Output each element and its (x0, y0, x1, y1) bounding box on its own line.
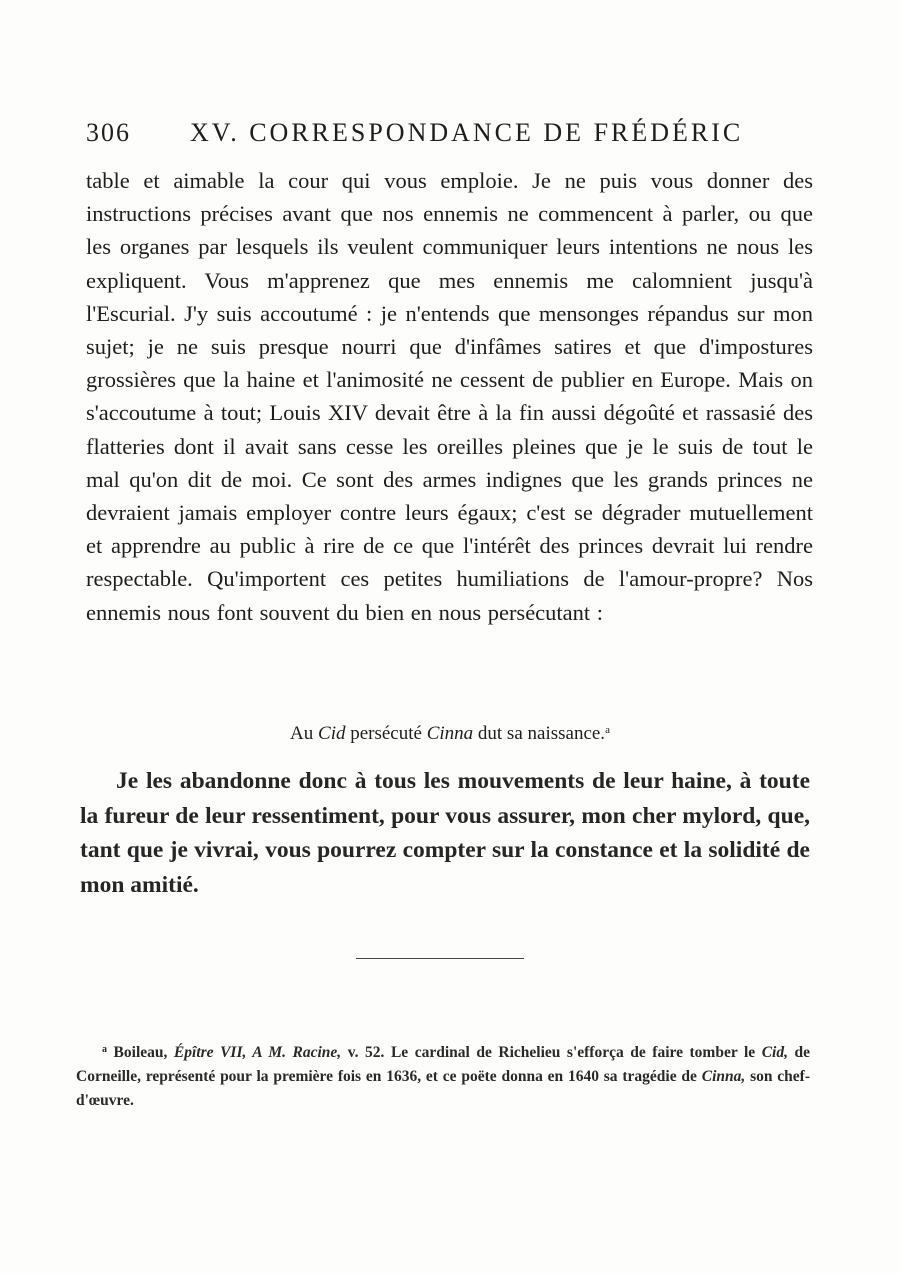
verse-quotation (0, 715, 900, 749)
running-title: XV. CORRESPONDANCE DE FRÉDÉRIC (190, 118, 744, 147)
verse-suffix: dut sa naissance. (473, 723, 606, 744)
footnote-marker: a (102, 1044, 107, 1055)
footnote-reference-marker: a (605, 724, 610, 736)
closing-text (80, 764, 810, 902)
footnote-author: Boileau, (113, 1044, 174, 1061)
verse-work-cinna: Cinna (426, 723, 474, 744)
main-text (86, 164, 813, 629)
footnote-ref: v. 52. Le cardinal de Richelieu s'efforça de faire tomber le (341, 1044, 762, 1061)
footnote-mid: de Corneille, représenté pour la première fois en 1636, et ce poëte donna en 1640 sa tragédie de (76, 1044, 811, 1085)
footnote-cinna: Cinna, (701, 1068, 746, 1085)
body-paragraph: table et aimable la cour qui vous emploie. Je ne puis vous donner des instructions précises avant que nos ennemis ne commencent à parler, ou que les organes par lesquels ils veulent communiquer leurs intentions ne nous les expliquent. Vous m'apprenez que mes ennemis me calomnient jusqu'à l'Escurial. J'y suis accoutumé : je n'entends que mensonges répandus sur mon sujet; je ne suis presque nourri que d'infâmes satires et que d'impostures grossières que la haine et l'animosité ne cessent de publier en Europe. Mais on s'accoutume à tout; Louis XIV devait être à la fin aussi dégoûté et rassasié des flatteries dont il avait sans cesse les oreilles pleines que je le suis de tout le mal qu'on dit de moi. Ce sont des armes indignes que les grands princes ne devraient jamais employer contre leurs égaux; c'est se dégrader mutuellement et apprendre au public à rire de ce que l'intérêt des princes devrait lui rendre respectable. Qu'importent ces petites humiliations de l'amour-propre? Nos ennemis nous font souvent du bien en nous persécutant : (86, 168, 813, 625)
footnote-work: Épître VII, A M. Racine, (173, 1044, 342, 1061)
verse-middle: persécuté (345, 723, 427, 744)
verse-prefix: Au (290, 723, 319, 744)
section-divider (356, 958, 524, 959)
verse-work-cid: Cid (318, 723, 346, 744)
closing-paragraph: Je les abandonne donc à tous les mouvements de leur haine, à toute la fureur de leur ressentiment, pour vous assurer, mon cher mylord, que, tant que je vivrai, vous pourrez compter sur la constance et la solidité de mon amitié. (80, 768, 810, 898)
footnote (76, 1038, 810, 1113)
footnote-paragraph (76, 1038, 810, 1113)
page-header (86, 118, 814, 158)
page-number: 306 (86, 118, 131, 147)
footnote-cid: Cid, (761, 1044, 788, 1061)
footnote-end: son chef-d'œuvre. (76, 1068, 811, 1109)
